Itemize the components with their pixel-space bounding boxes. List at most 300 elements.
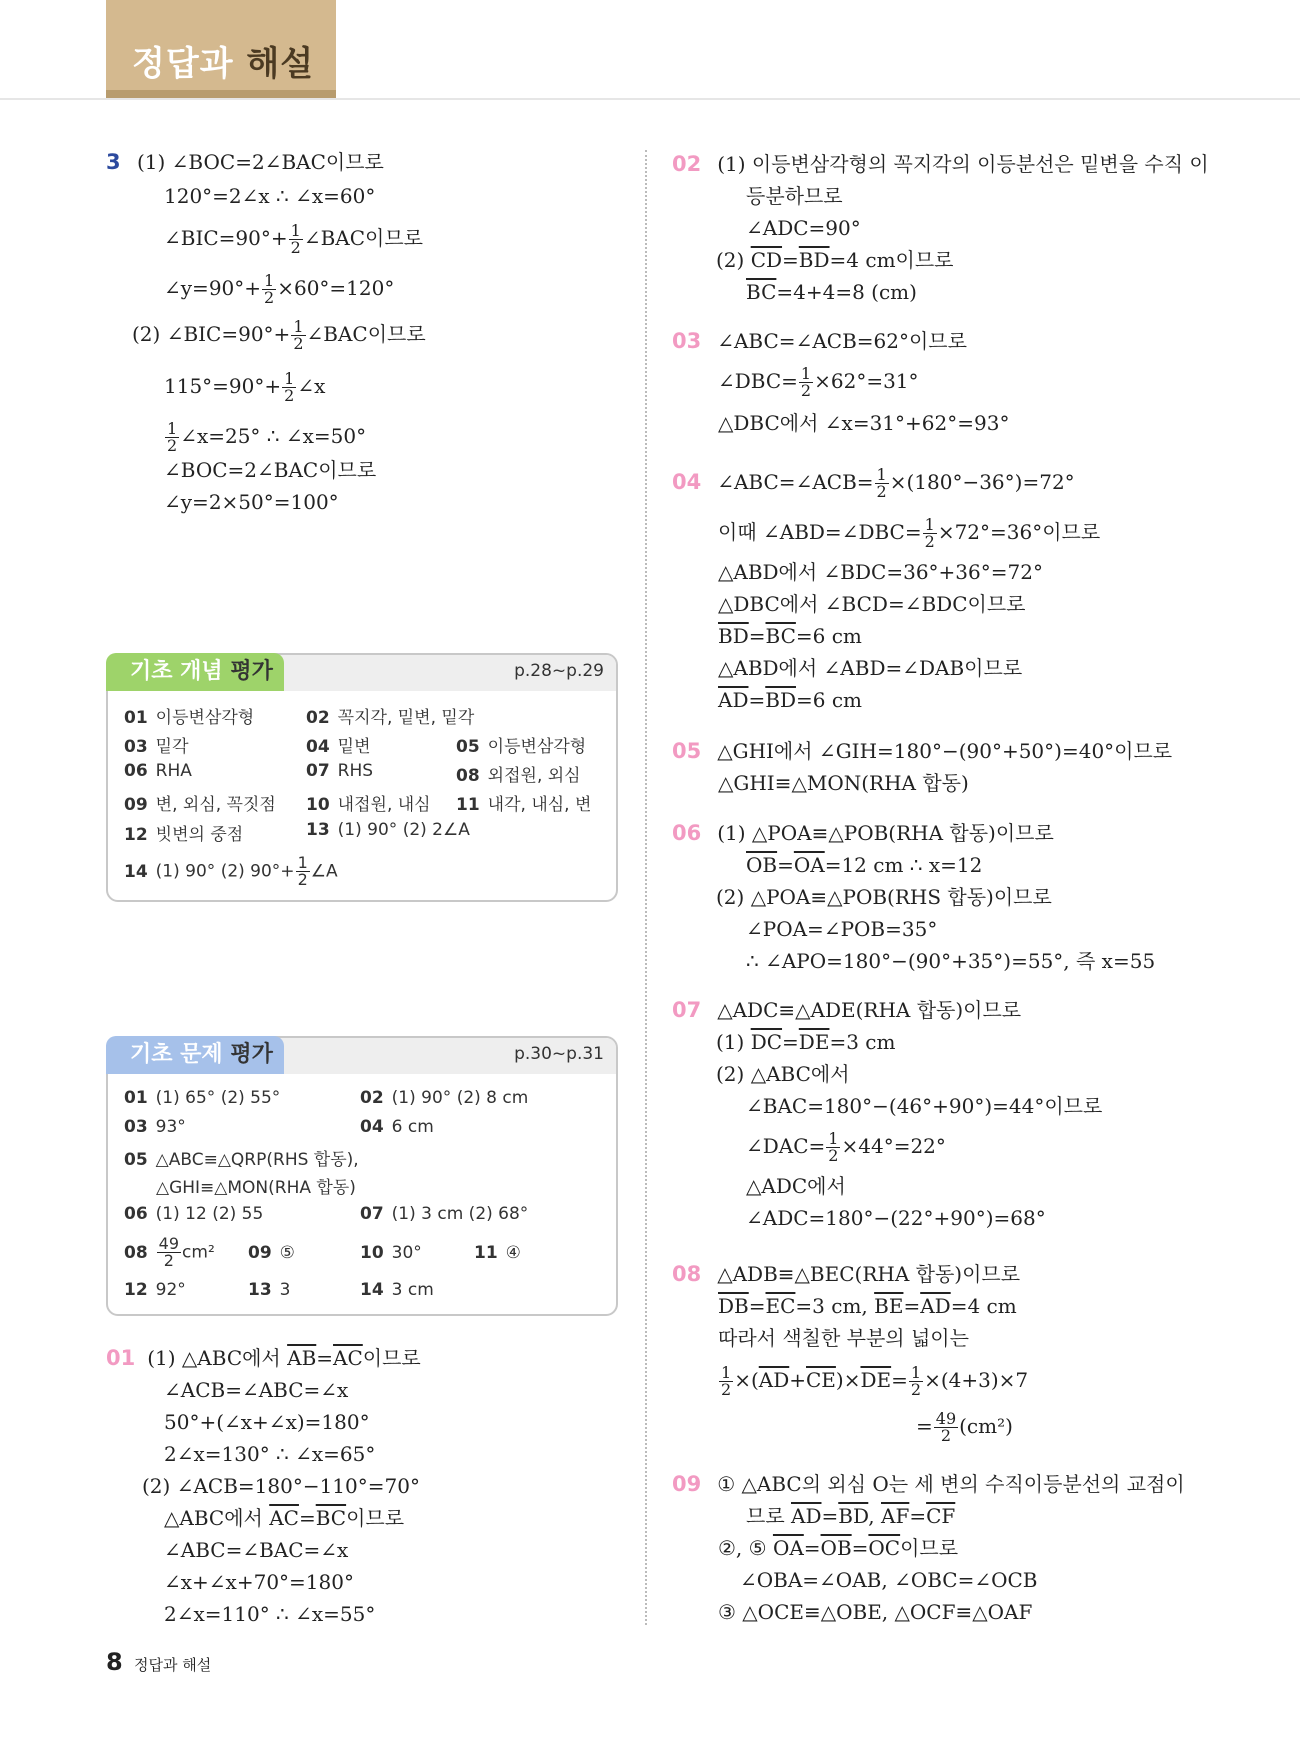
solution-05 — [672, 735, 1172, 799]
segment: $\overline{BE}$ — [874, 1294, 904, 1318]
solution-line — [106, 1502, 421, 1534]
fraction-den: 2 — [167, 436, 178, 455]
answer-text: 3 cm — [391, 1280, 434, 1300]
answer-item — [306, 761, 373, 781]
line-text: = — [909, 1504, 927, 1528]
answer-item — [456, 761, 581, 786]
answer-text: 6 cm — [391, 1117, 434, 1137]
line-text: =4 cm — [950, 1294, 1017, 1318]
solution-line — [672, 276, 1209, 308]
answer-num: 03 — [124, 1117, 148, 1137]
segment: $\overline{AD}$ — [920, 1294, 951, 1318]
solution-line: 120°=2∠x ∴ ∠x=60° — [164, 184, 376, 208]
solution-03 — [672, 325, 1009, 439]
line-text: ∠y=90°+ — [164, 276, 262, 300]
answer-num: 07 — [306, 761, 330, 781]
segment: $\overline{AD}$ — [758, 1368, 790, 1392]
segment: $\overline{AF}$ — [881, 1504, 910, 1528]
answer-text: 30° — [391, 1243, 422, 1263]
solution-line: ∠ACB=∠ABC=∠x — [164, 1378, 349, 1402]
solution-line: △DBC에서 ∠BCD=∠BDC이므로 — [718, 592, 1026, 616]
answer-text: (1) 12 (2) 55 — [155, 1204, 264, 1224]
line-text: △ABC에서 — [164, 1506, 270, 1530]
line-text: ∠DAC= — [746, 1134, 826, 1158]
solution-line — [672, 849, 1155, 881]
answer-item — [360, 1243, 422, 1263]
fraction — [262, 273, 276, 306]
answer-item — [360, 1280, 434, 1300]
answer-item — [124, 1236, 215, 1269]
line-text: ∠x — [297, 374, 326, 398]
answer-text: (1) 90° (2) 2∠A — [337, 820, 470, 840]
answer-text: 변, 외심, 꼭짓점 — [155, 795, 276, 815]
answer-num: 06 — [124, 1204, 148, 1224]
line-text: ×60°=120° — [277, 276, 395, 300]
solution-line — [672, 620, 1100, 652]
answer-item — [124, 761, 192, 781]
segment: $\overline{BC}$ — [746, 280, 777, 304]
answer-text: (1) 65° (2) 55° — [155, 1088, 281, 1108]
fraction: $\frac{1}{2}$ — [721, 1363, 732, 1399]
solution-line: △DBC에서 ∠x=31°+62°=93° — [718, 411, 1010, 435]
answer-num: 08 — [124, 1242, 148, 1263]
line-text: (1) — [716, 1030, 751, 1054]
solution-07 — [672, 994, 1102, 1234]
solution-line — [106, 1342, 421, 1374]
answer-text: 내접원, 내심 — [337, 795, 431, 815]
line-text: ∠BIC=90°+ — [164, 226, 288, 250]
solution-line — [672, 735, 1172, 767]
fraction-den: 2 — [163, 1251, 174, 1270]
segment: $\overline{OC}$ — [868, 1536, 901, 1560]
line-text: 115°=90°+ — [164, 374, 282, 398]
answer-num: 04 — [360, 1117, 384, 1137]
segment: $\overline{DE}$ — [798, 1030, 830, 1054]
line-text: △GHI에서 ∠GIH=180°−(90°+50°)=40°이므로 — [717, 739, 1173, 763]
solution-line: 따라서 색칠한 부분의 넓이는 — [718, 1326, 969, 1350]
answer-item — [124, 1117, 186, 1137]
answer-num: 09 — [248, 1243, 272, 1263]
answer-text: cm² — [182, 1242, 215, 1263]
header-divider — [0, 98, 1300, 100]
answer-num: 01 — [124, 1088, 148, 1108]
box-title-dark: 평가 — [230, 1042, 273, 1067]
solution-line: (2) △POA≡△POB(RHS 합동)이므로 — [716, 885, 1052, 909]
solution-line: △ABD에서 ∠BDC=36°+36°=72° — [718, 560, 1043, 584]
box-page-range: p.28~p.29 — [514, 661, 604, 681]
answer-text: ④ — [505, 1243, 521, 1263]
solution-line — [672, 325, 1009, 357]
solution-01 — [106, 1342, 421, 1630]
segment: $\overline{DE}$ — [860, 1368, 892, 1392]
answer-num: 06 — [124, 761, 148, 781]
answer-num: 08 — [456, 766, 480, 786]
segment: $\overline{EC}$ — [765, 1294, 796, 1318]
answer-item — [360, 1117, 434, 1137]
line-text: =6 cm — [795, 688, 862, 712]
solution-number: 02 — [672, 152, 702, 176]
answer-num: 11 — [474, 1243, 498, 1263]
solution-04 — [672, 466, 1100, 716]
answer-num: 04 — [306, 737, 330, 757]
fraction-num: 1 — [293, 317, 304, 336]
answer-num: 02 — [360, 1088, 384, 1108]
answer-item — [124, 790, 276, 815]
fraction-num: 1 — [167, 419, 178, 438]
solution-line: ∠POA=∠POB=35° — [746, 917, 938, 941]
answer-text: (1) 90° (2) 8 cm — [391, 1088, 529, 1108]
line-text: + — [789, 1368, 806, 1392]
answer-item — [360, 1088, 528, 1108]
answer-item — [124, 732, 189, 757]
answer-text: 내각, 내심, 변 — [487, 795, 592, 815]
solution-number: 3 — [106, 150, 121, 174]
solution-3-body — [164, 180, 423, 306]
line-text: 이므로 — [362, 1346, 421, 1370]
page-title-light: 정답과 — [132, 44, 234, 84]
answer-num: 11 — [456, 795, 480, 815]
box-tab — [106, 653, 284, 691]
line-text: (2) — [716, 248, 751, 272]
line-text: (2) ∠BIC=90°+ — [132, 322, 291, 346]
answer-text: 밑변 — [337, 737, 371, 757]
answer-num: 13 — [248, 1280, 272, 1300]
solution-line: (2) ∠ACB=180°−110°=70° — [142, 1474, 420, 1498]
solution-3-part2-body — [164, 370, 376, 518]
basic-problem-box — [106, 1036, 618, 1316]
answer-text: 93° — [155, 1117, 186, 1137]
line-text: = — [903, 1294, 921, 1318]
answer-text: 3 — [279, 1280, 291, 1300]
line-text: ×( — [734, 1368, 759, 1392]
solution-number: 01 — [106, 1346, 136, 1370]
answer-text: 빗변의 중점 — [155, 825, 244, 845]
answer-num: 05 — [124, 1150, 148, 1170]
solution-line — [672, 1130, 1102, 1164]
answer-num: 09 — [124, 795, 148, 815]
answer-num: 03 — [124, 737, 148, 757]
solution-line — [672, 1258, 1028, 1290]
solution-line: (2) $\overline{CD}=\overline{BD}=4$ cm이므로 — [716, 248, 954, 272]
solution-line — [672, 684, 1100, 716]
answer-num: 02 — [306, 708, 330, 728]
solution-number: 09 — [672, 1472, 702, 1496]
segment: $\overline{CF}$ — [926, 1504, 956, 1528]
segment: $\overline{AB}$ — [287, 1346, 317, 1370]
box-title-light: 기초 개념 — [130, 659, 223, 684]
segment: $\overline{AC}$ — [333, 1346, 363, 1370]
solution-02 — [672, 148, 1209, 308]
answer-text: △GHI≡△MON(RHA 합동) — [156, 1178, 356, 1198]
answer-item — [156, 1173, 356, 1198]
solution-06 — [672, 817, 1155, 977]
line-text: ×62°=31° — [814, 369, 919, 393]
fraction-num: 1 — [264, 271, 275, 290]
line-text: ×44°=22° — [841, 1134, 946, 1158]
line-text: ∠BAC이므로 — [303, 226, 423, 250]
line-text: = — [298, 1506, 316, 1530]
solution-line — [672, 1500, 1185, 1532]
answer-item — [456, 790, 591, 815]
answer-text: 밑각 — [155, 737, 189, 757]
answer-text: ⑤ — [279, 1243, 295, 1263]
line-text: =3 cm, — [795, 1294, 875, 1318]
segment: $\overline{OA}$ — [772, 1536, 804, 1560]
fraction: $\frac{1}{2}$ — [297, 853, 308, 889]
answer-num: 14 — [124, 861, 148, 882]
line-text: 이때 ∠ABD=∠DBC= — [718, 520, 922, 544]
line-text: = — [891, 1368, 908, 1392]
line-text: △ADC≡△ADE(RHA 합동)이므로 — [717, 998, 1022, 1022]
solution-line — [672, 817, 1155, 849]
answer-text: 92° — [155, 1280, 186, 1300]
answer-item — [306, 820, 470, 840]
fraction-num: 1 — [284, 369, 295, 388]
answer-item — [306, 790, 431, 815]
fraction-den: 2 — [264, 288, 275, 307]
fraction-num: 49 — [935, 1409, 957, 1428]
solution-line: △GHI≡△MON(RHA 합동) — [718, 771, 969, 795]
page-title-dark: 해설 — [246, 44, 315, 84]
solution-line — [164, 272, 423, 306]
solution-line — [672, 1290, 1028, 1322]
line-text: =4 cm이므로 — [829, 248, 954, 272]
line-text: = — [748, 624, 766, 648]
segment: $\overline{OA}$ — [793, 853, 825, 877]
solution-line: △ABD에서 ∠ABD=∠DAB이므로 — [718, 656, 1023, 680]
line-text: ∠BAC이므로 — [306, 322, 426, 346]
answer-item — [248, 1280, 291, 1300]
solution-line: (1) ∠BOC=2∠BAC이므로 — [136, 150, 384, 174]
segment: $\overline{OB}$ — [746, 853, 778, 877]
solution-line: 2∠x=110° ∴ ∠x=55° — [164, 1602, 376, 1626]
fraction — [291, 319, 305, 352]
answer-item — [474, 1243, 521, 1263]
line-text: = — [916, 1414, 933, 1438]
solution-line: ∠y=2×50°=100° — [164, 490, 339, 514]
solution-line: 2∠x=130° ∴ ∠x=65° — [164, 1442, 376, 1466]
answer-text: 외접원, 외심 — [487, 766, 581, 786]
fraction: $\frac{1}{2}$ — [828, 1129, 839, 1165]
line-text: ×72°=36°이므로 — [937, 520, 1101, 544]
line-text: (1) △ABC에서 — [147, 1346, 288, 1370]
solution-line: (2) △ABC에서 — [716, 1062, 850, 1086]
answer-item — [306, 703, 474, 728]
solution-number: 07 — [672, 998, 702, 1022]
line-text: = — [748, 688, 766, 712]
fraction — [934, 1411, 958, 1444]
solution-08 — [672, 1258, 1028, 1444]
answer-text: RHA — [155, 761, 192, 781]
line-text: =12 cm ∴ x=12 — [824, 853, 983, 877]
solution-line: ∠BAC=180°−(46°+90°)=44°이므로 — [746, 1094, 1103, 1118]
segment: $\overline{BC}$ — [765, 624, 796, 648]
fraction-den: 2 — [940, 1426, 952, 1445]
fraction — [289, 223, 303, 256]
line-text: ① △ABC의 외심 O는 세 변의 수직이등분선의 교점이 — [717, 1472, 1185, 1496]
answer-text: △ABC≡△QRP(RHS 합동), — [155, 1150, 359, 1170]
answer-text: 꼭지각, 밑변, 밑각 — [337, 708, 475, 728]
segment: $\overline{BC}$ — [315, 1506, 347, 1530]
line-text: 므로 — [746, 1504, 791, 1528]
line-text: ∠DBC= — [718, 369, 798, 393]
fraction: $\frac{1}{2}$ — [924, 515, 935, 551]
line-text: =4+4=8 (cm) — [776, 280, 917, 304]
solution-line: ∠ABC=∠BAC=∠x — [164, 1538, 349, 1562]
solution-line — [164, 420, 376, 454]
fraction: $\frac{1}{2}$ — [876, 465, 887, 501]
fraction-num: 49 — [158, 1234, 180, 1253]
segment: $\overline{BD}$ — [838, 1504, 869, 1528]
answer-item — [124, 1280, 186, 1300]
fraction — [157, 1236, 181, 1269]
answer-text: RHS — [337, 761, 374, 781]
solution-line — [164, 222, 423, 256]
answer-item — [456, 732, 586, 757]
solution-line — [164, 370, 376, 404]
solution-number: 04 — [672, 470, 702, 494]
fraction: $\frac{1}{2}$ — [910, 1363, 922, 1399]
solution-line: 50°+(∠x+∠x)=180° — [164, 1410, 370, 1434]
line-text: = — [316, 1346, 334, 1370]
solution-line: ∴ ∠APO=180°−(90°+35°)=55°, 즉 x=55 — [746, 949, 1156, 973]
solution-line — [672, 365, 1009, 399]
answer-text: ∠A — [310, 861, 338, 882]
answer-item — [124, 703, 254, 728]
fraction: $\frac{1}{2}$ — [800, 364, 812, 400]
line-text: = — [777, 853, 794, 877]
basic-concept-box — [106, 653, 618, 902]
solution-line: ∠ADC=180°−(22°+90°)=68° — [746, 1206, 1046, 1230]
solution-line: ∠x+∠x+70°=180° — [164, 1570, 354, 1594]
solution-line: ∠OBA=∠OAB, ∠OBC=∠OCB — [740, 1568, 1038, 1592]
answer-num: 10 — [360, 1243, 384, 1263]
solution-line: △ADC에서 — [746, 1174, 846, 1198]
fraction — [282, 371, 296, 404]
solution-line — [132, 318, 426, 352]
segment: $\overline{OB}$ — [820, 1536, 852, 1560]
answer-item — [124, 855, 338, 888]
line-text: (1) 이등변삼각형의 꼭지각의 이등분선은 밑변을 수직 이 — [717, 152, 1209, 176]
line-text: ②, ⑤ — [718, 1536, 773, 1560]
solution-line — [672, 1364, 1028, 1398]
answer-item — [124, 1088, 280, 1108]
line-text: ∠ABC=∠ACB= — [717, 470, 874, 494]
answer-num: 14 — [360, 1280, 384, 1300]
line-text: ×(4+3)×7 — [924, 1368, 1029, 1392]
solution-line — [672, 1468, 1185, 1500]
box-title-light: 기초 문제 — [130, 1042, 223, 1067]
solution-09 — [672, 1468, 1185, 1628]
solution-number: 06 — [672, 821, 702, 845]
box-tab — [106, 1036, 284, 1074]
solution-number: 05 — [672, 739, 702, 763]
answer-text: (1) 90° (2) 90°+ — [155, 861, 295, 882]
answer-item — [124, 820, 243, 845]
answer-item — [306, 732, 371, 757]
line-text: ∠ABC=∠ACB=62°이므로 — [717, 329, 967, 353]
column-divider — [645, 150, 647, 1625]
answer-num: 12 — [124, 1280, 148, 1300]
solution-line: 등분하므로 — [746, 184, 843, 208]
footer-title: 정답과 해설 — [134, 1656, 212, 1674]
solution-line — [672, 1410, 1028, 1444]
page-title — [132, 36, 314, 85]
solution-number: 08 — [672, 1262, 702, 1286]
solution-line — [672, 148, 1209, 180]
solution-line: ③ △OCE≡△OBE, △OCF≡△OAF — [718, 1600, 1033, 1624]
line-text: (cm²) — [959, 1414, 1013, 1438]
line-text: , — [868, 1504, 881, 1528]
solution-3-part2 — [132, 318, 426, 352]
segment: $\overline{BD}$ — [798, 248, 830, 272]
answer-item — [248, 1243, 295, 1263]
answer-item — [124, 1145, 359, 1170]
line-text: (1) △POA≡△POB(RHA 합동)이므로 — [717, 821, 1054, 845]
segment: $\overline{DC}$ — [750, 1030, 783, 1054]
segment: $\overline{DB}$ — [718, 1294, 749, 1318]
line-text: =3 cm — [829, 1030, 896, 1054]
answer-num: 10 — [306, 795, 330, 815]
answer-num: 12 — [124, 825, 148, 845]
solution-number: 03 — [672, 329, 702, 353]
answer-num: 01 — [124, 708, 148, 728]
box-page-range: p.30~p.31 — [514, 1044, 604, 1064]
solution-line — [672, 994, 1102, 1026]
line-text: = — [851, 1536, 869, 1560]
line-text: =6 cm — [795, 624, 862, 648]
fraction — [165, 421, 179, 454]
answer-item — [124, 1204, 263, 1224]
line-text: = — [748, 1294, 766, 1318]
fraction-den: 2 — [284, 386, 295, 405]
line-text: = — [803, 1536, 821, 1560]
solution-line: ∠ADC=90° — [746, 216, 861, 240]
line-text: ×(180°−36°)=72° — [889, 470, 1075, 494]
segment: $\overline{CE}$ — [806, 1368, 836, 1392]
segment: $\overline{AD}$ — [791, 1504, 822, 1528]
segment: $\overline{BD}$ — [718, 624, 749, 648]
answer-num: 05 — [456, 737, 480, 757]
solution-3 — [106, 146, 384, 178]
segment: $\overline{BD}$ — [765, 688, 796, 712]
answer-text: 이등변삼각형 — [155, 708, 255, 728]
fraction-num: 1 — [290, 221, 301, 240]
segment: $\overline{CD}$ — [750, 248, 783, 272]
solution-line — [672, 1532, 1185, 1564]
solution-line — [672, 466, 1100, 500]
line-text: = — [782, 1030, 799, 1054]
line-text: 이므로 — [900, 1536, 959, 1560]
answer-num: 07 — [360, 1204, 384, 1224]
page-number: 8 — [106, 1648, 123, 1676]
segment: $\overline{AD}$ — [718, 688, 749, 712]
fraction-den: 2 — [290, 238, 301, 257]
segment: $\overline{AC}$ — [269, 1506, 299, 1530]
solution-line: ∠BOC=2∠BAC이므로 — [164, 458, 377, 482]
answer-num: 13 — [306, 820, 330, 840]
solution-line — [672, 1026, 1102, 1058]
line-text: )× — [835, 1368, 861, 1392]
answer-text: 이등변삼각형 — [487, 737, 587, 757]
line-text: 이므로 — [346, 1506, 405, 1530]
solution-line — [672, 516, 1100, 550]
answer-text: (1) 3 cm (2) 68° — [391, 1204, 529, 1224]
line-text: ∠x=25° ∴ ∠x=50° — [180, 424, 367, 448]
box-title-dark: 평가 — [230, 659, 273, 684]
answer-item — [360, 1204, 528, 1224]
fraction-den: 2 — [293, 334, 304, 353]
